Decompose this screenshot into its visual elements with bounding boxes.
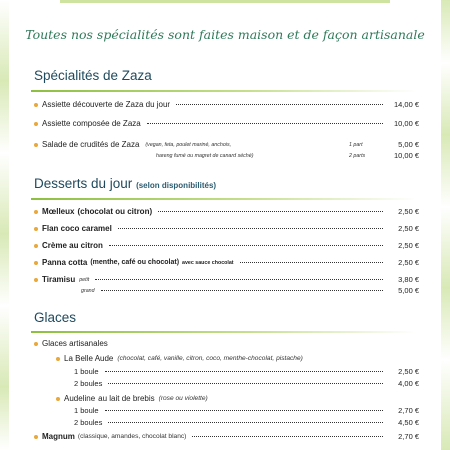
section-title: Spécialités de Zaza xyxy=(34,68,152,83)
menu-category xyxy=(34,338,419,350)
bullet-icon xyxy=(34,143,38,147)
item-note: (menthe, café ou chocolat) xyxy=(90,259,180,266)
dot-leader xyxy=(108,421,383,423)
item-price: 2,50 € xyxy=(398,258,419,267)
menu-item-sub xyxy=(34,150,419,162)
item-note-sauce: avec sauce chocolat xyxy=(182,260,234,266)
section-underline xyxy=(31,198,416,200)
item-size: petit xyxy=(79,277,90,283)
item-name-suffix: au lait de brebis xyxy=(98,394,155,403)
bullet-icon xyxy=(34,122,38,126)
item-name: Salade de crudités de Zaza xyxy=(42,140,140,149)
right-decorative-border xyxy=(441,0,450,450)
item-name: Audeline xyxy=(64,394,96,403)
dot-leader xyxy=(192,435,383,437)
item-price: 14,00 € xyxy=(393,100,419,109)
item-price: 5,00 € xyxy=(398,286,419,295)
item-note: hareng fumé ou magret de canard séché) xyxy=(156,153,254,159)
item-size: 1 part xyxy=(349,142,363,148)
section-desserts xyxy=(34,176,419,295)
item-note: (vegan, feta, poulet mariné, anchois, xyxy=(145,142,232,148)
item-price: 2,50 € xyxy=(398,241,419,250)
item-price: 10,00 € xyxy=(393,119,419,128)
dot-leader xyxy=(109,244,383,246)
top-decorative-bar xyxy=(60,0,390,3)
section-title-text: Desserts du jour xyxy=(34,176,133,191)
item-option: 2 boules xyxy=(74,418,103,427)
category-name: Glaces artisanales xyxy=(42,339,108,348)
menu-item xyxy=(34,223,419,235)
dot-leader xyxy=(95,278,383,280)
dot-leader xyxy=(147,122,383,124)
item-price: 4,50 € xyxy=(398,418,419,427)
item-note: (chocolat, café, vanille, citron, coco, menthe-chocolat, pistache) xyxy=(117,355,303,362)
item-name: Mœlleux xyxy=(42,207,75,216)
bullet-icon xyxy=(34,342,38,346)
dot-leader xyxy=(101,289,383,291)
menu-item xyxy=(74,405,419,417)
item-name: Flan coco caramel xyxy=(42,224,112,233)
section-specialites xyxy=(34,68,419,160)
item-option: 2 boules xyxy=(74,379,103,388)
menu-item xyxy=(34,99,419,111)
item-note: (rose ou violette) xyxy=(158,395,208,402)
dot-leader xyxy=(118,227,383,229)
left-decorative-border xyxy=(0,0,9,450)
item-price: 2,50 € xyxy=(398,367,419,376)
item-price: 2,50 € xyxy=(398,207,419,216)
dot-leader xyxy=(176,103,383,105)
bullet-icon xyxy=(34,227,38,231)
menu-item xyxy=(74,366,419,378)
dot-leader xyxy=(105,409,383,411)
item-price: 2,70 € xyxy=(398,406,419,415)
bullet-icon xyxy=(34,278,38,282)
bullet-icon xyxy=(34,244,38,248)
section-underline xyxy=(31,90,416,92)
section-glaces xyxy=(34,310,419,441)
dot-leader xyxy=(105,370,383,372)
section-title: Glaces xyxy=(34,310,77,325)
item-note: (chocolat ou citron) xyxy=(77,207,153,216)
menu-subcategory xyxy=(56,353,419,365)
item-name: Tiramisu xyxy=(42,275,76,284)
item-price: 10,00 € xyxy=(393,151,419,160)
item-price: 2,50 € xyxy=(398,224,419,233)
menu-subcategory xyxy=(56,393,419,405)
item-name: Assiette composée de Zaza xyxy=(42,119,141,128)
item-price: 5,00 € xyxy=(398,140,419,149)
item-name: Crème au citron xyxy=(42,241,103,250)
item-option: 1 boule xyxy=(74,406,99,415)
menu-item xyxy=(74,417,419,429)
bullet-icon xyxy=(34,103,38,107)
menu-item xyxy=(34,240,419,252)
bullet-icon xyxy=(56,357,60,361)
bullet-icon xyxy=(34,210,38,214)
item-name: Assiette découverte de Zaza du jour xyxy=(42,100,171,109)
menu-tagline: Toutes nos spécialités sont faites maison et de façon artisanale xyxy=(25,27,425,42)
bullet-icon xyxy=(56,397,60,401)
item-price: 2,70 € xyxy=(398,432,419,441)
menu-item xyxy=(34,431,419,443)
section-subtitle: (selon disponibilités) xyxy=(136,181,217,190)
dot-leader xyxy=(108,382,383,384)
item-price: 4,00 € xyxy=(398,379,419,388)
section-title xyxy=(34,176,419,191)
section-underline xyxy=(31,331,416,333)
dot-leader xyxy=(158,210,383,212)
item-name: La Belle Aude xyxy=(64,354,114,363)
item-size: 2 parts xyxy=(349,153,366,159)
menu-item xyxy=(74,378,419,390)
item-size: grand xyxy=(81,288,95,294)
item-option: 1 boule xyxy=(74,367,99,376)
item-price: 3,80 € xyxy=(398,275,419,284)
item-note: (classique, amandes, chocolat blanc) xyxy=(77,433,187,440)
menu-item xyxy=(34,118,419,130)
item-name: Panna cotta xyxy=(42,258,88,267)
dot-leader xyxy=(240,261,383,263)
bullet-icon xyxy=(34,261,38,265)
item-name: Magnum xyxy=(42,432,75,441)
menu-item xyxy=(34,257,419,269)
menu-item-sub xyxy=(34,285,419,297)
bullet-icon xyxy=(34,435,38,439)
menu-item xyxy=(34,206,419,218)
